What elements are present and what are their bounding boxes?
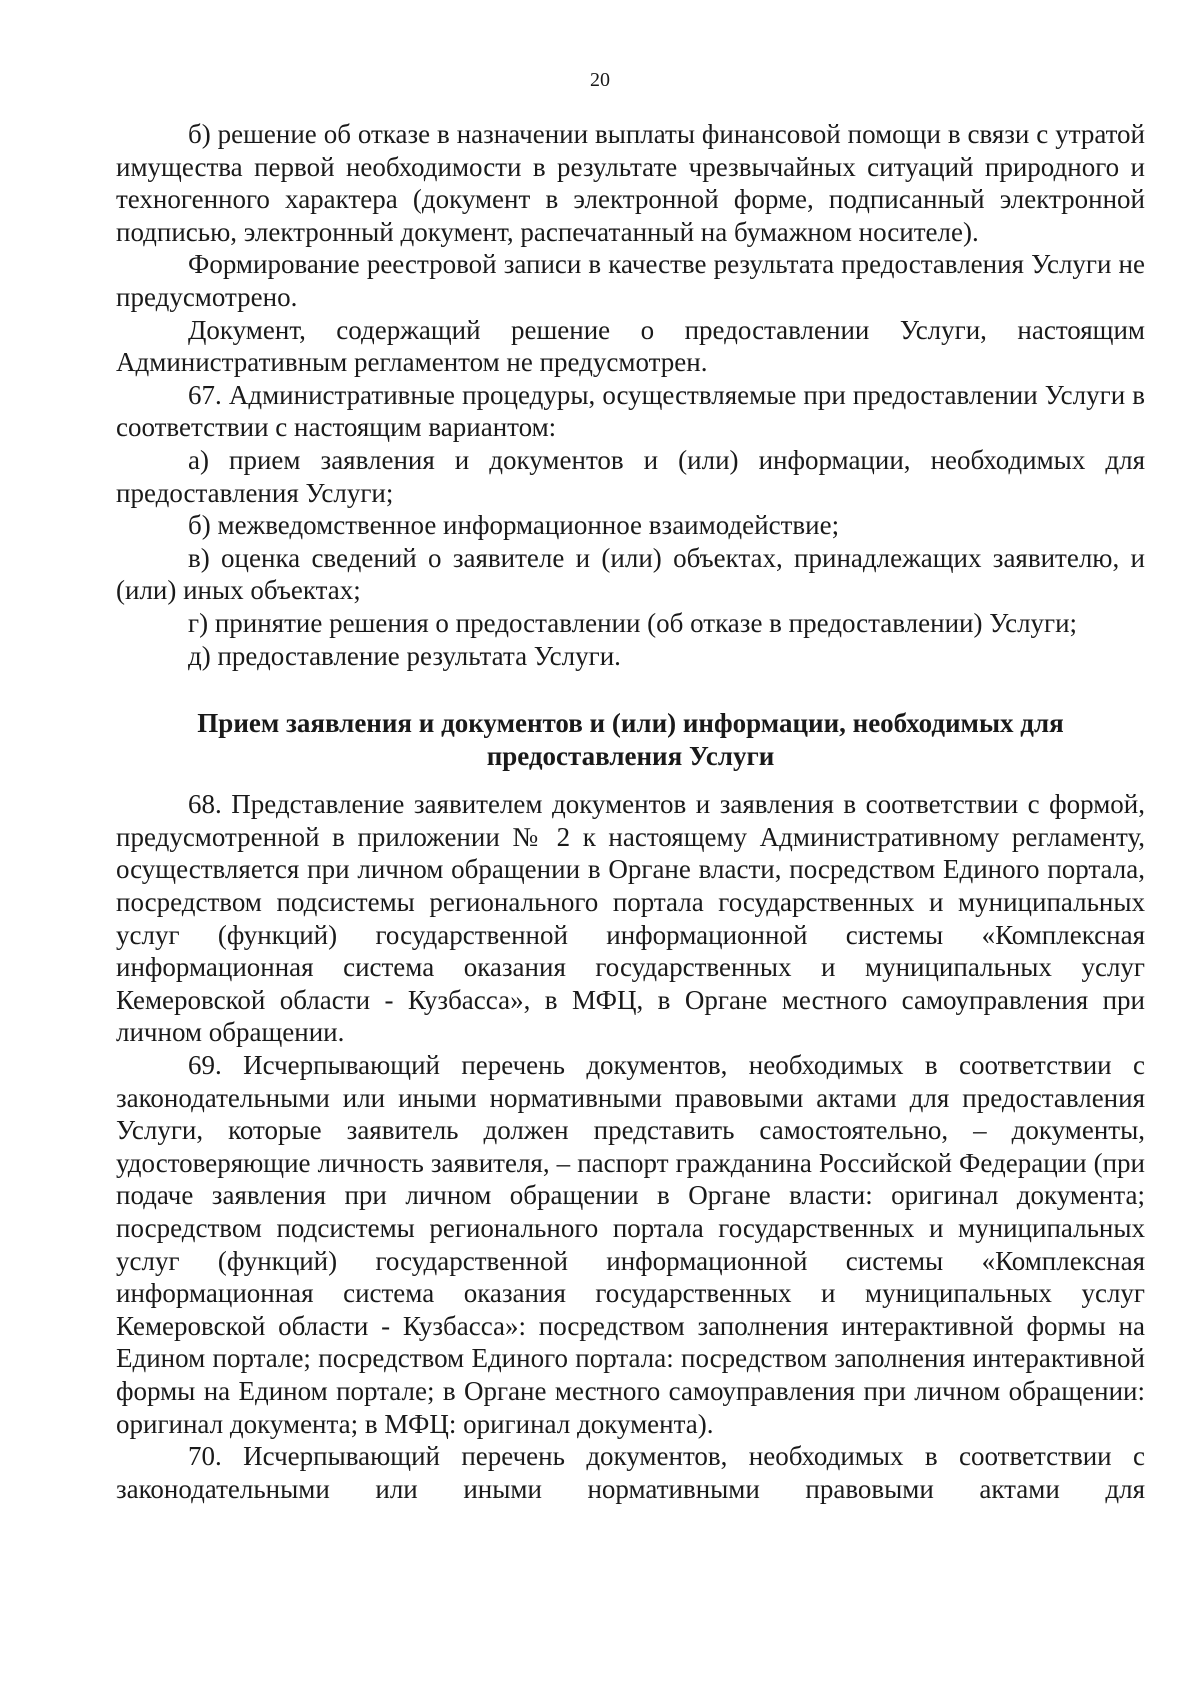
paragraph-70: 70. Исчерпывающий перечень документов, необходимых в соответствии с законодательными или иными нормативными правовыми актами для (116, 1441, 1145, 1504)
paragraph-registry-record: Формирование реестровой записи в качестве результата предоставления Услуги не предусмотрено. (116, 249, 1145, 312)
list-item-g: г) принятие решения о предоставлении (об отказе в предоставлении) Услуги; (188, 607, 1078, 638)
paragraph-69: 69. Исчерпывающий перечень документов, необходимых в соответствии с законодательными или иными нормативными правовыми актами для предоставления Услуги, которые заявитель должен представить самостоятельно, – документы, удостоверяющие личность заявителя, – паспорт гражданина Российской Федерации (при подаче заявления при личном обращении в Органе власти: оригинал документа; посредством подсистемы регионального портала государственных и муниципальных услуг (функций) государственной информационной системы «Комплексная информационная система оказания государственных и муниципальных услуг Кемеровской области - Кузбасса»: посредством заполнения интерактивной формы на Едином портале; посредством Единого портала: посредством заполнения интерактивной формы на Едином портале; в Органе местного самоуправления при личном обращении: оригинал документа; в МФЦ: оригинал документа). (116, 1050, 1145, 1439)
document-body (116, 118, 1145, 1505)
paragraph-decision-document: Документ, содержащий решение о предоставлении Услуги, настоящим Административным регламентом не предусмотрен. (116, 314, 1145, 378)
paragraph-67: 67. Административные процедуры, осуществляемые при предоставлении Услуги в соответствии с настоящим вариантом: (116, 379, 1145, 443)
page-number: 20 (590, 69, 610, 91)
paragraph-68: 68. Представление заявителем документов и заявления в соответствии с формой, предусмотренной в приложении № 2 к настоящему Административному регламенту, осуществляется при личном обращении в Органе власти, посредством Единого портала, посредством подсистемы регионального портала государственных и муниципальных услуг (функций) государственной информационной системы «Комплексная информационная система оказания государственных и муниципальных услуг Кемеровской области - Кузбасса», в МФЦ, в Органе местного самоуправления при личном обращении. (116, 789, 1145, 1048)
paragraph-result-refusal: б) решение об отказе в назначении выплаты финансовой помощи в связи с утратой имущества первой необходимости в результате чрезвычайных ситуаций природного и техногенного характера (документ в электронной форме, подписанный электронной подписью, электронный документ, распечатанный на бумажном носителе). (116, 119, 1145, 247)
list-item-d: д) предоставление результата Услуги. (188, 640, 621, 671)
list-item-b: б) межведомственное информационное взаимодействие; (188, 510, 840, 541)
section-heading: Прием заявления и документов и (или) информации, необходимых для предоставления Услуги (197, 708, 1064, 771)
list-item-a: а) прием заявления и документов и (или) информации, необходимых для предоставления Услуги; (116, 444, 1145, 508)
list-item-v: в) оценка сведений о заявителе и (или) объектах, принадлежащих заявителю, и (или) иных объектах; (116, 542, 1145, 606)
